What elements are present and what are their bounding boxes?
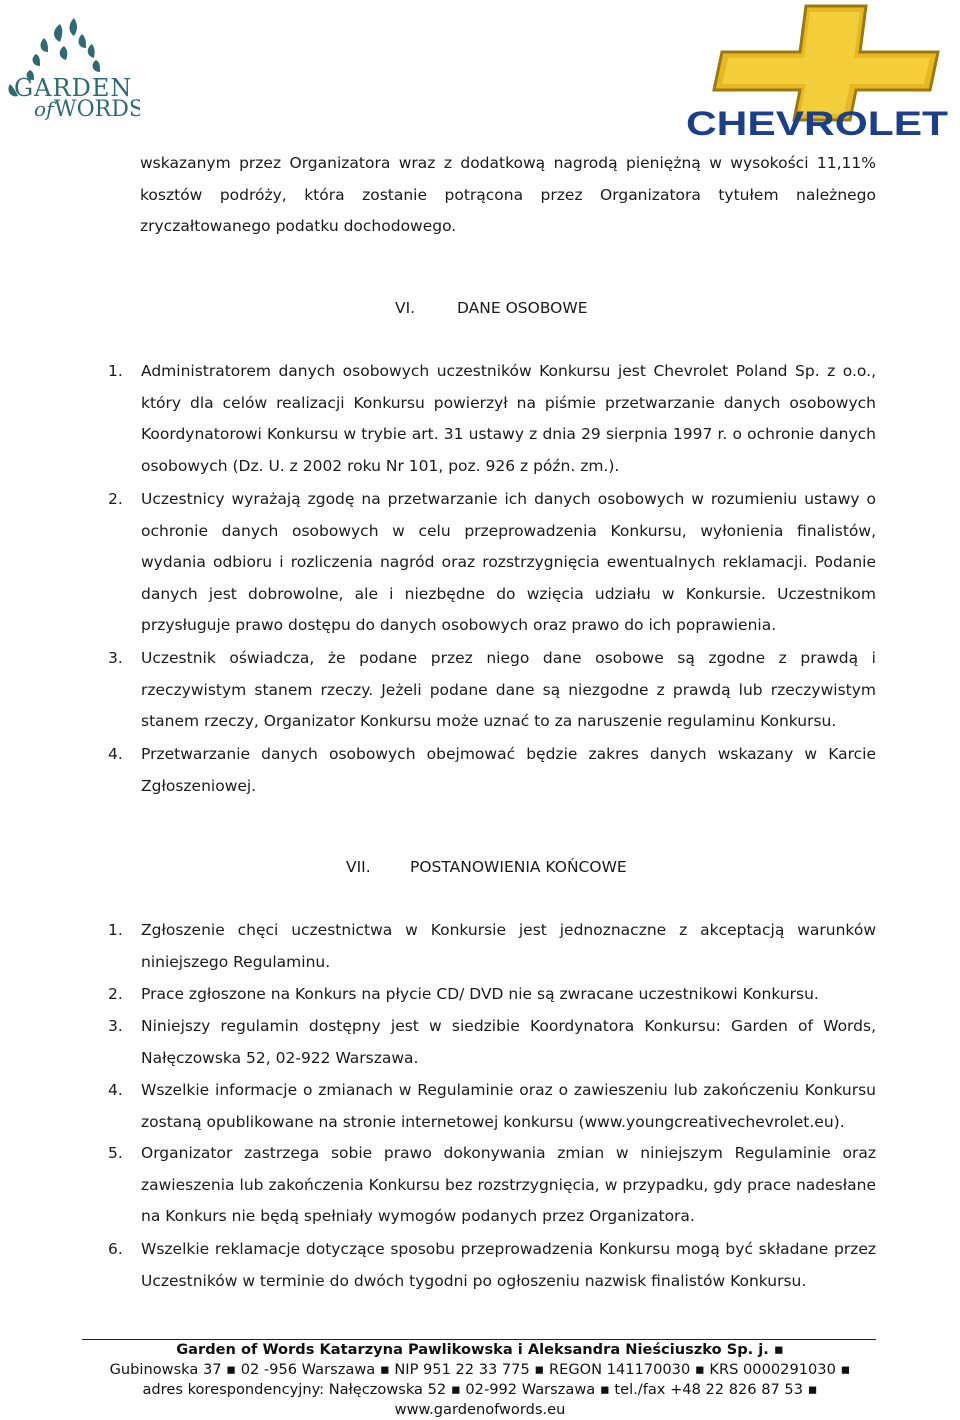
intro-paragraph — [140, 148, 876, 243]
intro-text: wskazanym przez Organizatora wraz z dodatkową nagrodą pieniężną w wysokości 11,11% kosztów podróży, która zostanie potrącona przez Organizatora tytułem należnego zryczałtowanego podatku dochodowego. — [140, 154, 876, 235]
chevrolet-bowtie-icon — [714, 6, 938, 120]
section-7-heading — [0, 851, 960, 883]
section-6-title: DANE OSOBOWE — [457, 299, 588, 317]
list-item-text: Organizator zastrzega sobie prawo dokonywania zmian w niniejszym Regulaminie oraz zawieszenia lub zakończenia Konkursu bez rozstrzygnięcia, w przypadku, gdy prace nadesłane na Konkurs nie będą spełniały wymogów podanych przez Organizatora. — [141, 1144, 876, 1225]
list-item-text: Prace zgłoszone na Konkurs na płycie CD/ DVD nie są zwracane uczestnikowi Konkursu. — [141, 985, 819, 1003]
list-item-text: Administratorem danych osobowych uczestników Konkursu jest Chevrolet Poland Sp. z o.o., który dla celów realizacji Konkursu powierzył na piśmie przetwarzanie danych osobowych Koordynatorowi Konkursu w trybie art. 31 ustawy z dnia 29 sierpnia 1997 r. o ochronie danych osobowych (Dz. U. z 2002 roku Nr 101, poz. 926 z późn. zm.). — [141, 362, 876, 475]
logo-of-text: of — [34, 97, 54, 121]
list-item — [108, 739, 876, 802]
logo-garden-text: GARDEN — [14, 74, 133, 102]
list-item-text: Wszelkie reklamacje dotyczące sposobu przeprowadzenia Konkursu mogą być składane przez Uczestników w terminie do dwóch tygodni po ogłoszeniu nazwisk finalistów Konkursu. — [141, 1240, 876, 1290]
section-6-number: VI. — [395, 299, 416, 317]
list-item-number: 3. — [108, 649, 123, 667]
section-7-number: VII. — [346, 858, 371, 876]
list-item — [108, 915, 876, 978]
list-item-number: 4. — [108, 1081, 123, 1099]
list-item — [108, 979, 876, 1011]
page-footer — [0, 1340, 960, 1420]
list-item-text: Zgłoszenie chęci uczestnictwa w Konkursie jest jednoznaczne z akceptacją warunków niniejszego Regulaminu. — [141, 921, 876, 971]
list-item-text: Wszelkie informacje o zmianach w Regulaminie oraz o zawieszeniu lub zakończeniu Konkursu zostaną opublikowane na stronie internetowej konkursu (www.youngcreativechevrolet.eu). — [141, 1081, 876, 1131]
list-item — [108, 1138, 876, 1233]
list-item-text: Uczestnicy wyrażają zgodę na przetwarzanie ich danych osobowych w rozumieniu ustawy o ochronie danych osobowych w celu przeprowadzenia Konkursu, wyłonienia finalistów, wydania odbioru i rozliczenia nagród oraz rozstrzygnięcia ewentualnych reklamacji. Podanie danych jest dobrowolne, ale i niezbędne do wzięcia udziału w Konkursie. Uczestnikom przysługuje prawo dostępu do danych osobowych oraz prawo do ich poprawienia. — [141, 490, 876, 634]
list-item-number: 4. — [108, 745, 123, 763]
list-item-number: 2. — [108, 985, 123, 1003]
list-item — [108, 1234, 876, 1297]
list-item-number: 6. — [108, 1240, 123, 1258]
list-item-number: 1. — [108, 921, 123, 939]
footer-correspondence: adres korespondencyjny: Nałęczowska 52 ▪ 02-992 Warszawa ▪ tel./fax +48 22 826 87 53 ▪ — [142, 1381, 818, 1398]
chevrolet-wordmark: CHEVROLET — [686, 105, 949, 140]
footer-company-name: Garden of Words Katarzyna Pawlikowska i Aleksandra Nieściuszko Sp. j. ▪ — [176, 1341, 784, 1358]
list-item — [108, 484, 876, 642]
list-item — [108, 356, 876, 482]
list-item — [108, 1075, 876, 1138]
list-item-text: Uczestnik oświadcza, że podane przez niego dane osobowe są zgodne z prawdą i rzeczywistym stanem rzeczy. Jeżeli podane dane są niezgodne z prawdą lub rzeczywistym stanem rzeczy, Organizator Konkursu może uznać to za naruszenie regulaminu Konkursu. — [141, 649, 876, 730]
section-7-title: POSTANOWIENIA KOŃCOWE — [410, 858, 627, 876]
footer-address: Gubinowska 37 ▪ 02 -956 Warszawa ▪ NIP 951 22 33 775 ▪ REGON 141170030 ▪ KRS 0000291030 ▪ — [109, 1361, 851, 1378]
list-item-number: 2. — [108, 490, 123, 508]
logo-words-text: WORDS — [54, 97, 140, 122]
garden-of-words-logo — [0, 10, 140, 125]
list-item-text: Niniejszy regulamin dostępny jest w siedzibie Koordynatora Konkursu: Garden of Words, Nałęczowska 52, 02-922 Warszawa. — [141, 1017, 876, 1067]
list-item-text: Przetwarzanie danych osobowych obejmować będzie zakres danych wskazany w Karcie Zgłoszeniowej. — [141, 745, 876, 795]
list-item-number: 1. — [108, 362, 123, 380]
list-item — [108, 643, 876, 738]
section-6-heading — [0, 292, 960, 324]
footer-website: www.gardenofwords.eu — [394, 1401, 566, 1418]
list-item-number: 3. — [108, 1017, 123, 1035]
chevrolet-logo — [682, 4, 950, 140]
list-item — [108, 1011, 876, 1074]
list-item-number: 5. — [108, 1144, 123, 1162]
